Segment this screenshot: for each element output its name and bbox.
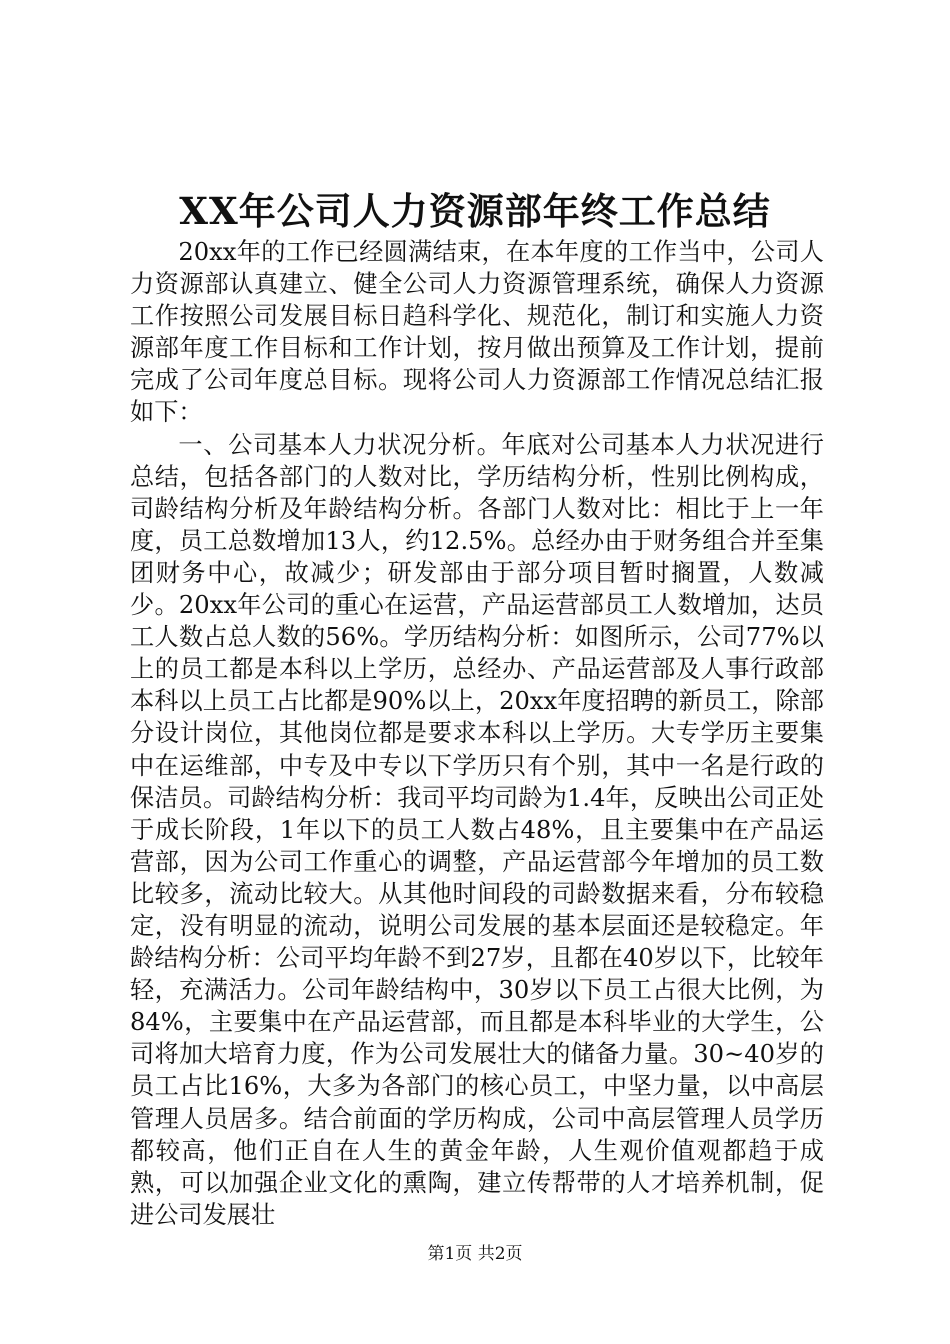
page-footer: 第1页 共2页: [427, 1244, 523, 1264]
document-title: XX年公司人力资源部年终工作总结: [179, 189, 771, 233]
document-body: [130, 236, 824, 1231]
paragraph-intro: 20xx年的工作已经圆满结束，在本年度的工作当中，公司人力资源部认真建立、健全公司人力资源管理系统，确保人力资源工作按照公司发展目标日趋科学化、规范化，制订和实施人力资源部年度工作目标和工作计划，按月做出预算及工作计划，提前完成了公司年度总目标。现将公司人力资源部工作情况总结汇报如下：: [130, 238, 824, 427]
paragraph-section-1: 一、公司基本人力状况分析。年底对公司基本人力状况进行总结，包括各部门的人数对比，学历结构分析，性别比例构成，司龄结构分析及年龄结构分析。各部门人数对比：相比于上一年度，员工总数增加13人，约12.5%。总经办由于财务组合并至集团财务中心，故减少；研发部由于部分项目暂时搁置，人数减少。20xx年公司的重心在运营，产品运营部员工人数增加，达员工人数占总人数的56%。学历结构分析：如图所示，公司77%以上的员工都是本科以上学历，总经办、产品运营部及人事行政部本科以上员工占比都是90%以上，20xx年度招聘的新员工，除部分设计岗位，其他岗位都是要求本科以上学历。大专学历主要集中在运维部，中专及中专以下学历只有个别，其中一名是行政的保洁员。司龄结构分析：我司平均司龄为1.4年，反映出公司正处于成长阶段，1年以下的员工人数占48%，且主要集中在产品运营部，因为公司工作重心的调整，产品运营部今年增加的员工数比较多，流动比较大。从其他时间段的司龄数据来看，分布较稳定，没有明显的流动，说明公司发展的基本层面还是较稳定。年龄结构分析：公司平均年龄不到27岁，且都在40岁以下，比较年轻，充满活力。公司年龄结构中，30岁以下员工占很大比例，为84%，主要集中在产品运营部，而且都是本科毕业的大学生，公司将加大培育力度，作为公司发展壮大的储备力量。30~40岁的员工占比16%，大多为各部门的核心员工，中坚力量，以中高层管理人员居多。结合前面的学历构成，公司中高层管理人员学历都较高，他们正自在人生的黄金年龄，人生观价值观都趋于成熟，可以加强企业文化的熏陶，建立传帮带的人才培养机制，促进公司发展壮: [130, 430, 824, 1229]
